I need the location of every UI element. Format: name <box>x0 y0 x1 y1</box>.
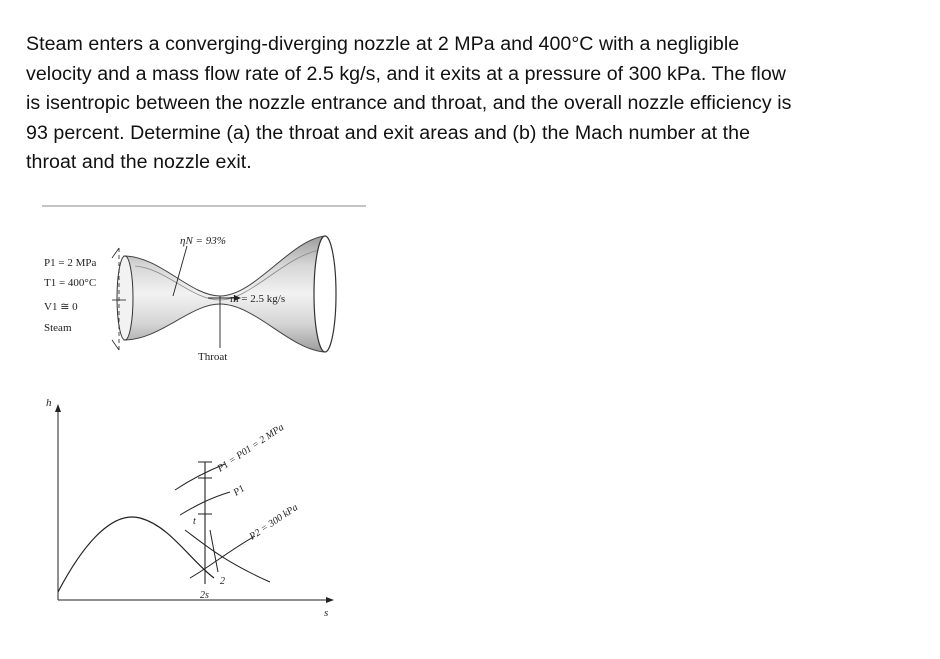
problem-line: throat and the nozzle exit. <box>26 151 252 173</box>
problem-line: is isentropic between the nozzle entrance and throat, and the overall nozzle efficiency is <box>26 92 792 114</box>
exit-isobar-label: P2 = 300 kPa <box>247 502 301 543</box>
state-2s-label: 2s <box>200 590 209 601</box>
efficiency-label: ηN = 93% <box>180 235 226 247</box>
nozzle-drawing <box>44 235 336 363</box>
nozzle-figure <box>40 200 370 630</box>
throat-label: Throat <box>198 351 228 363</box>
actual-expansion-line <box>210 530 218 572</box>
inlet-bracket-bottom <box>112 340 119 350</box>
state-2-label: 2 <box>220 576 225 587</box>
inlet-temperature-label: T1 = 400°C <box>44 277 97 289</box>
mass-flow-label: ṁ = 2.5 kg/s <box>230 293 286 305</box>
stagnation-isobar-label: P1 = P01 = 2 MPa <box>215 421 287 475</box>
fluid-label: Steam <box>44 322 72 334</box>
nozzle-exit-opening <box>314 236 336 352</box>
h-axis-arrowhead <box>55 404 61 412</box>
saturation-dome-curve <box>58 517 214 592</box>
nozzle-body <box>124 236 325 352</box>
h-s-diagram <box>46 397 334 619</box>
problem-statement <box>26 30 906 178</box>
problem-line: Steam enters a converging-diverging nozzle at 2 MPa and 400°C with a negligible <box>26 33 740 55</box>
inlet-isobar-label: P1 <box>231 483 247 499</box>
s-axis-arrowhead <box>326 597 334 603</box>
h-axis-label: h <box>46 397 52 409</box>
problem-line: velocity and a mass flow rate of 2.5 kg/s, and it exits at a pressure of 300 kPa. The flow <box>26 62 786 85</box>
s-axis-label: s <box>324 607 329 619</box>
problem-line: 93 percent. Determine (a) the throat and exit areas and (b) the Mach number at the <box>26 121 751 144</box>
inlet-pressure-label: P1 = 2 MPa <box>44 257 97 269</box>
state-t-label: t <box>193 516 196 527</box>
inlet-bracket-top <box>112 248 119 258</box>
inlet-velocity-label: V1 ≅ 0 <box>44 301 78 313</box>
